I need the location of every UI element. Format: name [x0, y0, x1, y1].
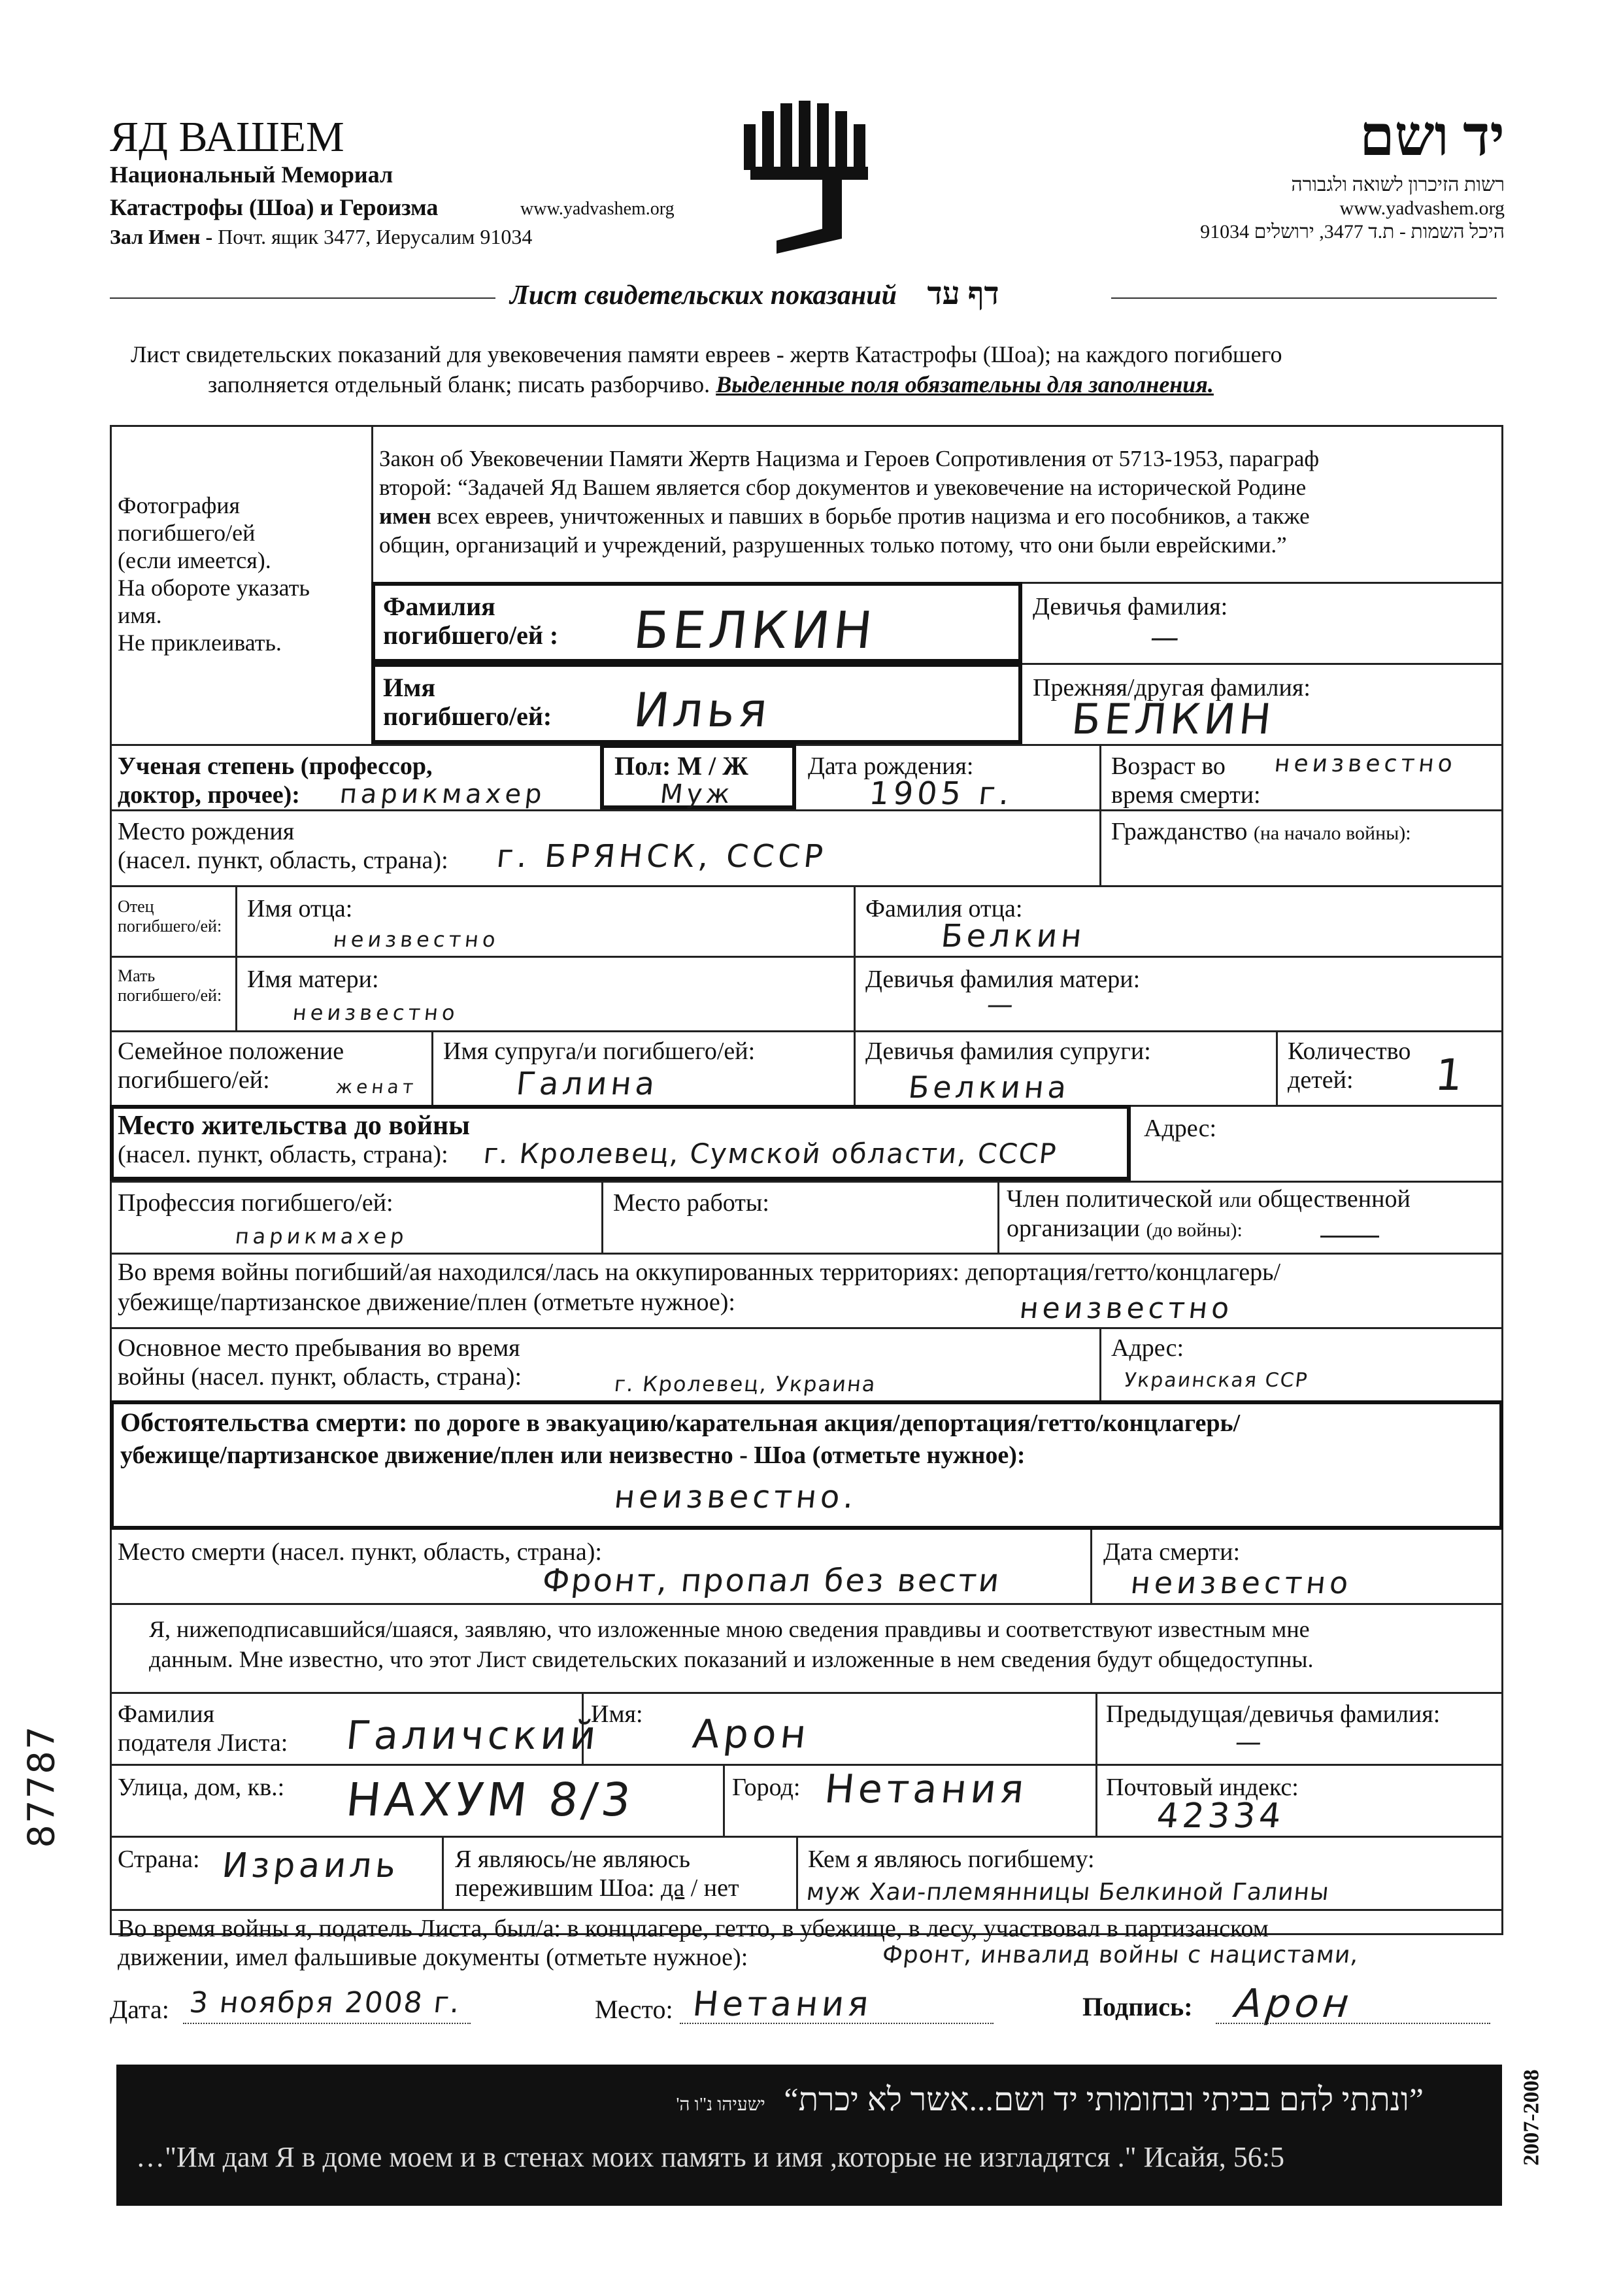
- submitter-surname-value: Галичский: [344, 1713, 603, 1759]
- mainplace-label-1: Основное место пребывания во время: [118, 1334, 520, 1362]
- degree-label-1: Ученая степень (профессор,: [118, 752, 433, 780]
- mainaddress-label: Адрес:: [1111, 1334, 1184, 1362]
- mainaddress-value: Украинская ССР: [1123, 1369, 1310, 1392]
- age-label-1: Возраст во: [1111, 752, 1226, 780]
- law-l1: Закон об Увековечении Памяти Жертв Нацизма и Героев Сопротивления от 5713-1953, параграф: [379, 446, 1320, 471]
- mother-name-value: неизвестно: [292, 1000, 460, 1025]
- header-right-line2: היכל השמות - ת.ד 3477, ירושלים 91034: [1200, 221, 1505, 243]
- header-left-line3: [110, 225, 532, 249]
- row-degree-top: [110, 744, 1503, 746]
- side-number: 87787: [20, 1725, 63, 1848]
- citizenship-label-note: (на начало войны):: [1253, 822, 1411, 844]
- citizenship-label-main: Гражданство: [1111, 818, 1248, 845]
- marital-value: женат: [335, 1076, 418, 1098]
- children-label-1: Количество: [1288, 1038, 1411, 1065]
- survivor-label: [455, 1845, 739, 1902]
- children-label-2: детей:: [1288, 1066, 1354, 1094]
- header-right-title: יד ושם: [1360, 105, 1505, 167]
- law-l2: второй: “Задачей Яд Вашем является сбор документов и увековечение на исторической Родине: [379, 475, 1307, 500]
- residence-label-2: (насел. пункт, область, страна):: [118, 1141, 448, 1168]
- row-marital-top: [110, 1030, 1503, 1032]
- law-l3-bold: имен: [379, 503, 431, 529]
- maiden-label: Девичья фамилия:: [1033, 593, 1228, 620]
- signature-value: Арон: [1233, 1981, 1355, 2027]
- prev-rule: [1022, 663, 1503, 665]
- form-title: [510, 276, 999, 312]
- member-label-2: организации: [1007, 1215, 1141, 1242]
- row-mother-top: [110, 956, 1503, 958]
- photo-box[interactable]: [118, 492, 366, 656]
- city-value: Нетания: [822, 1766, 1030, 1812]
- mother-maiden-label: Девичья фамилия матери:: [865, 966, 1141, 993]
- war-line1: Во время войны погибший/ая находился/лась на оккупированных территориях: депортация/гетто/концлагерь/: [118, 1258, 1281, 1286]
- zip-value: 42334: [1154, 1797, 1287, 1836]
- residence-value: г. Кролевец, Сумской области, СССР: [482, 1138, 1059, 1170]
- header-left-line2: Катастрофы (Шоа) и Героизма: [110, 194, 439, 220]
- street-label: Улица, дом, кв.:: [118, 1774, 285, 1801]
- law-text: [379, 445, 1497, 560]
- photo-l2: погибшего/ей: [118, 520, 256, 546]
- header-hall-address: Почт. ящик 3477, Иерусалим 91034: [218, 225, 533, 248]
- age-label: [1111, 752, 1261, 809]
- date-value: 3 ноября 2008 г.: [188, 1986, 463, 2019]
- photo-l3: (если имеется).: [118, 547, 271, 573]
- spouse-maiden-value: Белкина: [907, 1070, 1073, 1105]
- deathplace-divider: [1090, 1530, 1092, 1603]
- mainplace-value: г. Кролевец, Украина: [613, 1372, 878, 1396]
- workplace-label: Место работы:: [613, 1189, 769, 1217]
- row-father-top: [110, 885, 1503, 887]
- date-line: [183, 2023, 471, 2024]
- maiden-value: —: [1148, 621, 1185, 654]
- marital-div-1: [431, 1030, 433, 1105]
- intro-mandatory-note: Выделенные поля обязательны для заполнения.: [716, 371, 1214, 397]
- father-name-value: неизвестно: [332, 927, 501, 952]
- mother-side: Мать погибшего/ей:: [118, 966, 222, 1005]
- photo-l1: Фотография: [118, 492, 241, 518]
- header-left-title: ЯД ВАШЕМ: [110, 113, 344, 161]
- mainplace-label-2: войны (насел. пункт, область, страна):: [118, 1363, 522, 1391]
- profession-label: Профессия погибшего/ей:: [118, 1189, 393, 1217]
- age-value: неизвестно: [1273, 751, 1458, 777]
- form-title-ru: Лист свидетельских показаний: [510, 280, 897, 311]
- row-war-top: [110, 1253, 1503, 1255]
- row-birthplace-top: [110, 809, 1503, 811]
- banner-hebrew: ”ונתתי להם בביתי ובחומותי יד ושם...אשר לא יכרת“: [784, 2081, 1424, 2118]
- mother-name-label: Имя матери:: [247, 966, 379, 993]
- residence-label: [118, 1111, 470, 1169]
- marital-label-1: Семейное положение: [118, 1038, 344, 1065]
- residence-label-1: Место жительства до войны: [118, 1111, 470, 1141]
- zip-label: Почтовый индекс:: [1106, 1774, 1299, 1801]
- profession-div-2: [997, 1181, 999, 1253]
- submitter-prev-label: Предыдущая/девичья фамилия:: [1106, 1700, 1441, 1728]
- member-label-1b: общественной: [1258, 1185, 1411, 1213]
- circumstances-text1: по дороге в эвакуацию/карательная акция/депортация/гетто/концлагерь/: [414, 1410, 1241, 1437]
- country-label: Страна:: [118, 1846, 200, 1873]
- spouse-name-value: Галина: [514, 1066, 661, 1102]
- mainplace-divider: [1099, 1327, 1101, 1400]
- survivor-yes[interactable]: да: [661, 1874, 685, 1902]
- intro-line2-text: заполняется отдельный бланк; писать разборчиво.: [208, 371, 710, 397]
- street-div-2: [1095, 1764, 1097, 1836]
- circumstances-bold: Обстоятельства смерти:: [120, 1408, 408, 1437]
- father-surname-label: Фамилия отца:: [865, 895, 1023, 922]
- sex-label: Пол: М / Ж: [614, 751, 748, 781]
- photo-l6: Не приклеивать.: [118, 630, 282, 656]
- surname-label-2: погибшего/ей :: [383, 620, 559, 650]
- relation-label: Кем я являюсь погибшему:: [808, 1846, 1095, 1873]
- submitter-name-value: Арон: [690, 1712, 812, 1757]
- submitter-war-line1: Во время войны я, податель Листа, был/а: в концлагере, гетто, в убежище, в лесу, участвовал в партизанском: [118, 1915, 1269, 1942]
- row-street-top: [110, 1764, 1503, 1766]
- date-label: Дата:: [110, 1995, 169, 2024]
- birthplace-value: г. БРЯНСК, СССР: [495, 838, 829, 875]
- war-line2: убежище/партизанское движение/плен (отметьте нужное):: [118, 1289, 735, 1316]
- banner-russian: …"Им дам Я в доме моем и в стенах моих память и имя ,которые не изгладятся ." Исайя, 56:5: [136, 2141, 1284, 2173]
- form-title-he: דף עד: [927, 277, 999, 311]
- header-right-url: www.yadvashem.org: [1339, 197, 1505, 219]
- law-l3: [379, 502, 1497, 531]
- header-hall-label: Зал Имен -: [110, 225, 213, 248]
- address-label: Адрес:: [1144, 1115, 1217, 1142]
- birthplace-label-1: Место рождения: [118, 818, 295, 845]
- country-div-1: [442, 1836, 444, 1909]
- degree-value: парикмахер: [338, 779, 547, 809]
- citizenship-label: [1111, 817, 1411, 848]
- mainplace-label: [118, 1334, 522, 1391]
- place-line: [680, 2023, 994, 2024]
- deathdate-value: неизвестно: [1129, 1565, 1354, 1600]
- row-mainplace-top: [110, 1327, 1503, 1329]
- name-value: Илья: [631, 683, 775, 737]
- father-name-label: Имя отца:: [247, 895, 353, 922]
- submitter-surname-label-1: Фамилия: [118, 1700, 215, 1728]
- birthplace-label: [118, 817, 448, 875]
- birthdate-label: Дата рождения:: [808, 752, 974, 780]
- prev-value: БЕЛКИН: [1069, 696, 1277, 744]
- intro-line1: Лист свидетельских показаний для увековечения памяти евреев - жертв Катастрофы (Шоа); на каждого погибшего: [131, 341, 1282, 367]
- member-dash: [1320, 1236, 1379, 1238]
- submitter-surname-label: [118, 1700, 288, 1757]
- name-label-2: погибшего/ей:: [383, 701, 552, 731]
- war-value: неизвестно: [1018, 1292, 1235, 1325]
- birthdate-value: 1905 г.: [867, 775, 1015, 812]
- header-left-url: www.yadvashem.org: [520, 199, 675, 219]
- parents-side-divider: [235, 885, 237, 1030]
- birthplace-label-2: (насел. пункт, область, страна):: [118, 847, 448, 874]
- profession-value: парикмахер: [234, 1224, 409, 1249]
- circumstances-line1: [120, 1408, 1240, 1438]
- deathplace-value: Фронт, пропал без вести: [541, 1562, 1003, 1599]
- submitter-name-label: Имя:: [591, 1700, 643, 1728]
- submitter-war-line2: движении, имел фальшивые документы (отметьте нужное):: [118, 1944, 748, 1971]
- submitter-surname-label-2: подателя Листа:: [118, 1729, 288, 1757]
- father-surname-value: Белкин: [939, 918, 1088, 954]
- banner-hebrew-ref: ישעיהו נ"ו ה': [676, 2095, 765, 2115]
- place-value: Нетания: [690, 1985, 875, 2024]
- submitter-prev-value: —: [1233, 1727, 1267, 1757]
- row-profession-top: [110, 1181, 1503, 1183]
- law-l4: общин, организаций и учреждений, разрушенных только потому, что они были еврейскими.”: [379, 532, 1287, 558]
- banner-hebrew-line: [676, 2080, 1424, 2118]
- member-label-note: (до войны):: [1146, 1219, 1243, 1241]
- member-label-line1: [1007, 1185, 1411, 1214]
- place-label: Место:: [595, 1995, 673, 2024]
- signature-label: Подпись:: [1082, 1992, 1193, 2021]
- row-country-top: [110, 1836, 1503, 1838]
- age-divider: [1099, 744, 1101, 885]
- country-value: Израиль: [220, 1846, 402, 1885]
- photo-l4: На обороте указать: [118, 575, 310, 601]
- name-label: [383, 673, 552, 731]
- country-div-2: [796, 1836, 798, 1909]
- row-declaration-top: [110, 1603, 1503, 1605]
- header-right-line1: רשות הזיכרון לשואה ולגבורה: [1291, 174, 1505, 195]
- profession-div-1: [601, 1181, 603, 1253]
- row-submitter-top: [110, 1692, 1503, 1694]
- title-rule-left: [110, 297, 495, 299]
- age-label-2: время смерти:: [1111, 781, 1261, 809]
- quote-banner: [116, 2065, 1502, 2206]
- city-label: Город:: [732, 1774, 801, 1801]
- surname-label: [383, 592, 558, 650]
- marital-div-3: [1276, 1030, 1278, 1105]
- submitter-div-2: [1095, 1692, 1097, 1764]
- banner-years: 2007-2008: [1519, 2069, 1544, 2166]
- street-div-1: [723, 1764, 725, 1836]
- marital-label: [118, 1037, 344, 1094]
- children-value: 1: [1432, 1050, 1470, 1100]
- deathplace-label: Место смерти (насел. пункт, область, страна):: [118, 1538, 602, 1566]
- spouse-name-label: Имя супруга/и погибшего/ей:: [443, 1038, 756, 1065]
- parents-mid-divider: [854, 885, 856, 1030]
- mother-maiden-value: —: [985, 990, 1019, 1020]
- surname-label-1: Фамилия: [383, 592, 495, 621]
- street-value: НАХУМ 8/3: [343, 1773, 637, 1827]
- survivor-label-1: Я являюсь/не являюсь: [455, 1846, 690, 1873]
- row-submitter-war-top: [110, 1909, 1503, 1911]
- declaration-line2: данным. Мне известно, что этот Лист свидетельских показаний и изложенные в нем сведения будут общедоступны.: [149, 1646, 1314, 1672]
- member-label-1: Член политической: [1007, 1185, 1213, 1213]
- submitter-war-value: Фронт, инвалид войны с нацистами,: [880, 1942, 1360, 1968]
- member-label-line2: [1007, 1214, 1411, 1245]
- circumstances-line2: убежище/партизанское движение/плен или неизвестно - Шоа (отметьте нужное):: [120, 1442, 1026, 1469]
- survivor-label-2-line: [455, 1874, 739, 1902]
- title-rule-right: [1111, 297, 1497, 299]
- surname-value: БЕЛКИН: [631, 601, 879, 660]
- deathdate-label: Дата смерти:: [1103, 1538, 1241, 1566]
- sex-value: Муж: [658, 779, 735, 809]
- circumstances-value: неизвестно.: [612, 1479, 860, 1515]
- children-label: [1288, 1037, 1411, 1094]
- declaration-line1: Я, нижеподписавшийся/шаяся, заявляю, что изложенные мною сведения правдивы и соответствуют известным мне: [149, 1616, 1310, 1642]
- name-label-1: Имя: [383, 673, 435, 702]
- member-label-or: или: [1218, 1188, 1252, 1211]
- photo-l5: имя.: [118, 602, 162, 628]
- spouse-maiden-label: Девичья фамилия супруги:: [865, 1038, 1151, 1065]
- signature-line: [1216, 2023, 1490, 2024]
- header-left-line1: Национальный Мемориал: [110, 161, 393, 188]
- relation-value: муж Хаи-племянницы Белкиной Галины: [805, 1879, 1331, 1906]
- marital-label-2: погибшего/ей:: [118, 1066, 270, 1094]
- yad-vashem-logo: [737, 98, 881, 255]
- degree-label-2: доктор, прочее):: [118, 781, 300, 809]
- survivor-label-2: пережившим Шоа:: [455, 1874, 655, 1902]
- marital-div-2: [854, 1030, 856, 1105]
- father-side: Отец погибшего/ей:: [118, 897, 222, 936]
- intro-line2: [208, 370, 1214, 399]
- law-l3-text: всех евреев, уничтоженных и павших в борьбе против нацизма и его пособников, а также: [437, 503, 1310, 529]
- survivor-no[interactable]: / нет: [690, 1874, 739, 1902]
- prev-label: Прежняя/другая фамилия:: [1033, 674, 1311, 701]
